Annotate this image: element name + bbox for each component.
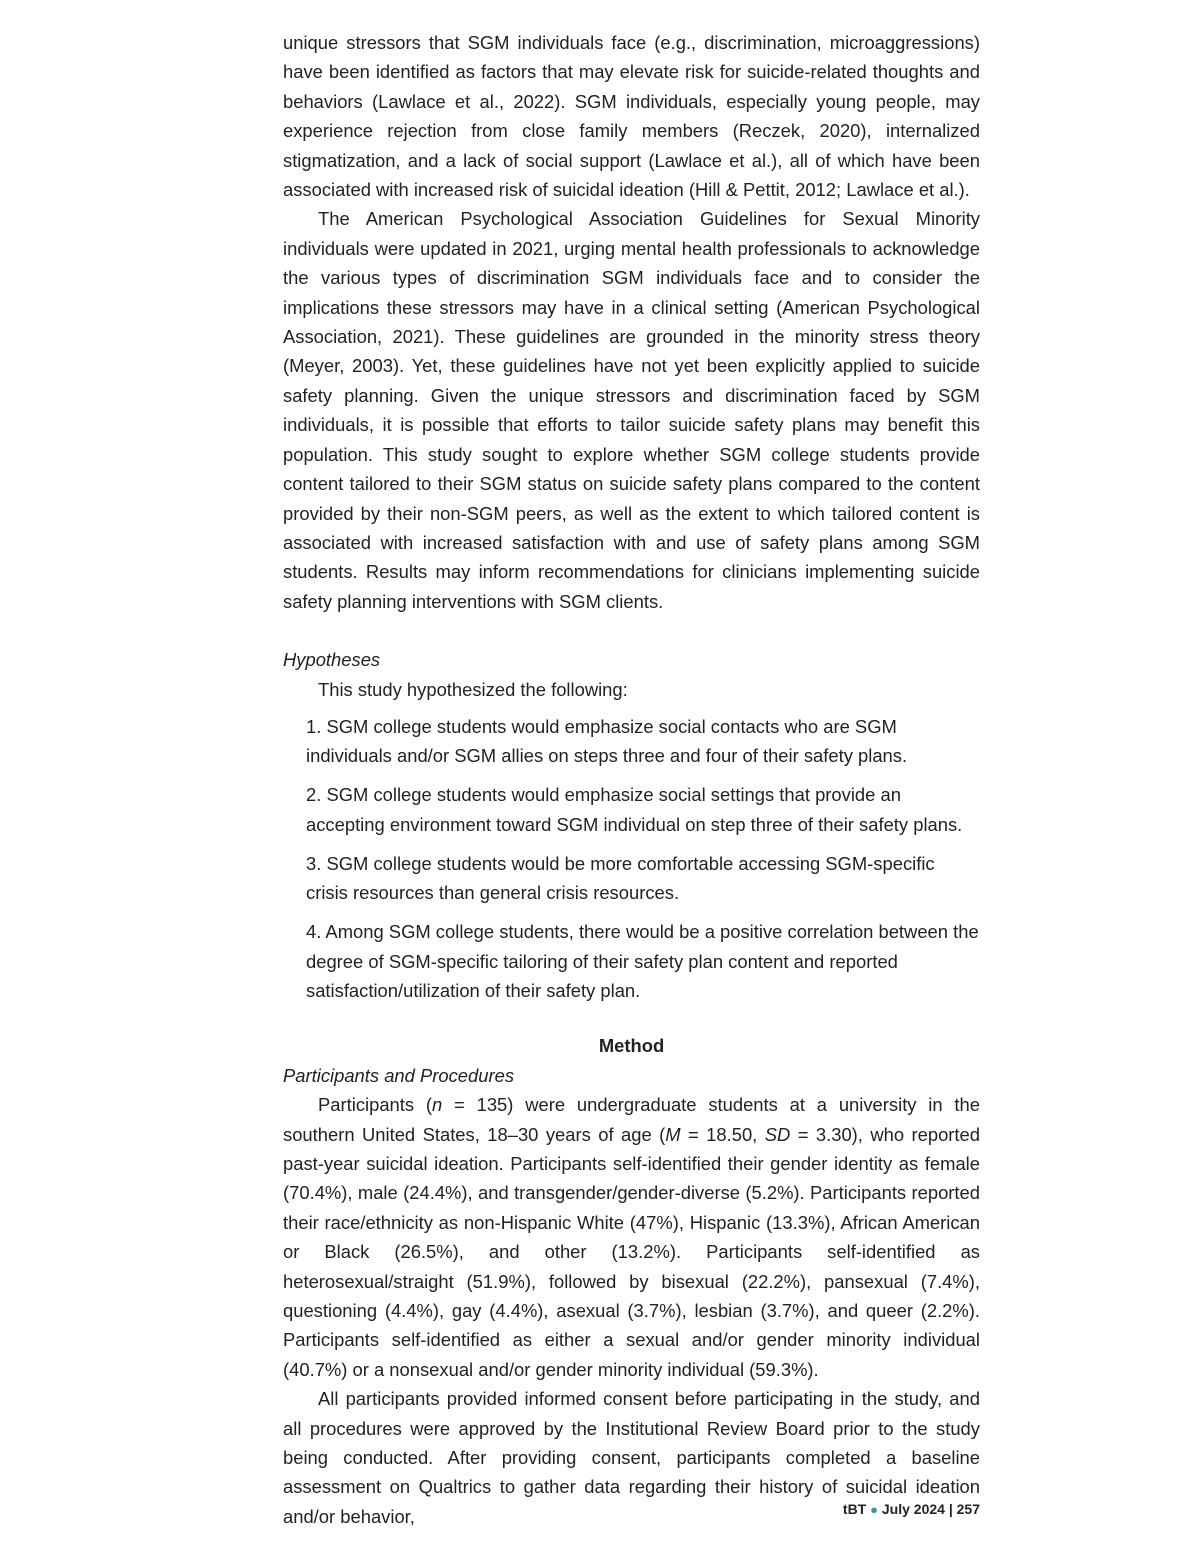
method-heading: Method [598, 1035, 665, 1057]
article-body [283, 28, 980, 1531]
stat-sd: SD [764, 1123, 791, 1145]
page-number: 257 [956, 1501, 980, 1517]
participants-text: Participants ( [318, 1094, 433, 1116]
participants-text: = 3.30), who reported past-year suicidal ideation. Participants self-identified their gender identity as female (70.4%), male (24.4%), and transgender/gender-diverse (5.2%). Participants reported their race/ethnicity as non-Hispanic White (47%), Hispanic (13.3%), African American or Black (26.5%), and other (13.2%). Participants self-identified as heterosexual/straight (51.9%), followed by bisexual (22.2%), pansexual (7.4%), questioning (4.4%), gay (4.4%), asexual (3.7%), lesbian (3.7%), and queer (2.2%). Participants self-identified as either a sexual and/or gender minority individual (40.7%) or a nonsexual and/or gender minority individual (59.3%). [283, 1123, 980, 1380]
paragraph-stressors: unique stressors that SGM individuals face (e.g., discrimination, microaggressions) have been identified as factors that may elevate risk for suicide-related thoughts and behaviors (Lawlace et al., 2022). SGM individuals, especially young people, may experience rejection from close family members (Reczek, 2020), internalized stigmatization, and a lack of social support (Lawlace et al.), all of which have been associated with increased risk of suicidal ideation (Hill & Pettit, 2012; Lawlace et al.). [283, 32, 980, 201]
stat-n: n [432, 1094, 443, 1116]
bullet-dot-icon: ● [870, 1502, 878, 1517]
hypothesis-item: 1. SGM college students would emphasize social contacts who are SGM individuals and/or SGM allies on steps three and four of their safety plans. [306, 715, 908, 767]
paragraph-apa-guidelines: The American Psychological Association Guidelines for Sexual Minority individuals were updated in 2021, urging mental health professionals to acknowledge the various types of discrimination SGM individuals face and to consider the implications these stressors may have in a clinical setting (American Psychological Association, 2021). These guidelines are grounded in the minority stress theory (Meyer, 2003). Yet, these guidelines have not yet been explicitly applied to suicide safety planning. Given the unique stressors and discrimination faced by SGM individuals, it is possible that efforts to tailor suicide safety plans may benefit this population. This study sought to explore whether SGM college students provide content tailored to their SGM status on suicide safety plans compared to the content provided by their non-SGM peers, as well as the extent to which tailored content is associated with increased satisfaction with and use of safety plans among SGM students. Results may inform recommendations for clinicians implementing suicide safety planning interventions with SGM clients. [283, 208, 980, 612]
participants-subheading: Participants and Procedures [283, 1064, 515, 1086]
paragraph-participants [283, 1090, 980, 1384]
issue-date: July 2024 [881, 1501, 945, 1517]
page-footer [843, 1501, 980, 1517]
hypotheses-heading: Hypotheses [283, 649, 381, 671]
journal-name: tBT [842, 1501, 867, 1517]
hypothesis-item: 2. SGM college students would emphasize social settings that provide an accepting environment toward SGM individual on step three of their safety plans. [306, 784, 963, 835]
footer-separator: | [948, 1501, 953, 1517]
hypotheses-list [283, 712, 980, 1005]
hypotheses-intro: This study hypothesized the following: [318, 678, 628, 700]
participants-text: = 18.50, [680, 1123, 765, 1145]
hypothesis-item: 4. Among SGM college students, there would be a positive correlation between the degree of SGM-specific tailoring of their safety plan content and reported satisfaction/utilization of their safety plan. [306, 921, 979, 1001]
hypothesis-item: 3. SGM college students would be more comfortable accessing SGM-specific crisis resources than general crisis resources. [306, 852, 935, 904]
paragraph-consent: All participants provided informed consent before participating in the study, and all procedures were approved by the Institutional Review Board prior to the study being conducted. After providing consent, participants completed a baseline assessment on Qualtrics to gather data regarding their history of suicidal ideation and/or behavior, [283, 1388, 980, 1527]
stat-mean: M [665, 1123, 681, 1145]
participants-text: = 135) were undergraduate students at a university in the southern United States, 18–30 years of age ( [283, 1094, 980, 1145]
